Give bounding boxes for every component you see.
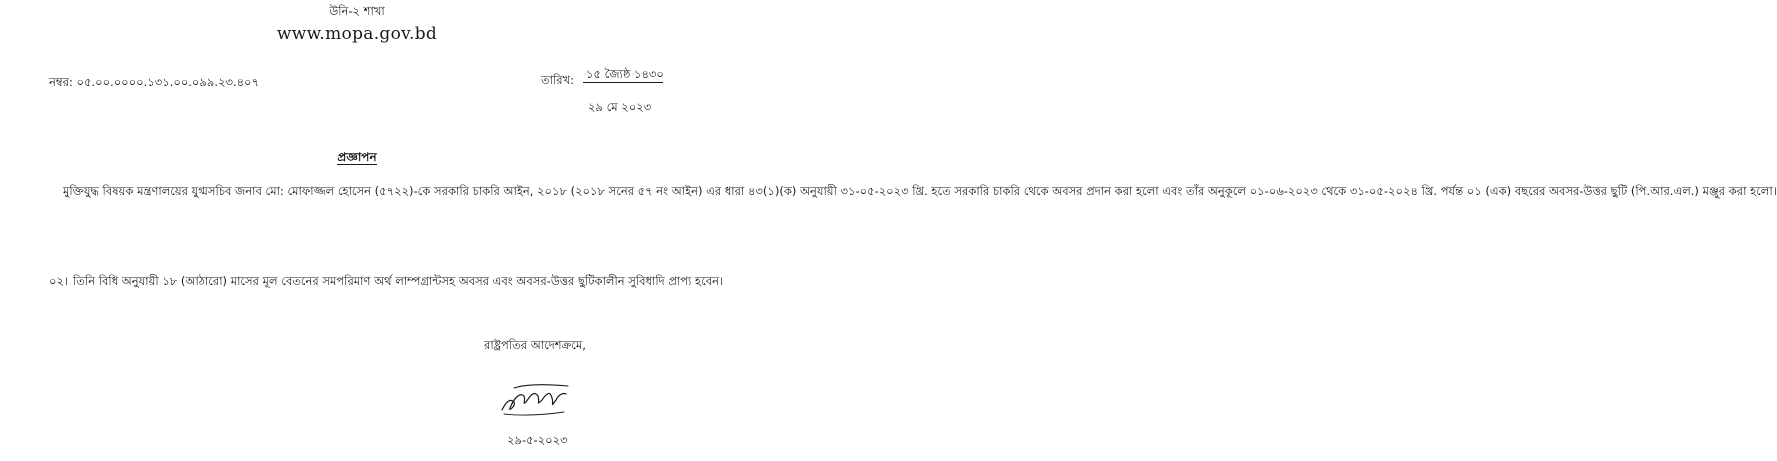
memo-number: নম্বর: ০৫.০০.০০০০.১৩১.০০.০৯৯.২৩.৪০৭: [49, 75, 260, 89]
document-heading: [0, 149, 714, 169]
signature-icon: [496, 380, 576, 420]
heading-text: প্রজ্ঞাপন: [337, 150, 377, 164]
date-gregorian: ২৯ মে ২০২৩: [588, 100, 652, 114]
paragraph-2-text: তিনি বিধি অনুযায়ী ১৮ (আঠারো) মাসের মূল বেতনের সমপরিমাণ অর্থ লাম্পগ্রান্টসহ অবসর এবং অবসর-উত্তর ছুটিকালীন সুবিধাদি প্রাপ্য হবেন।: [73, 274, 724, 288]
signature-date: ২৯-৫-২০২৩: [507, 433, 568, 447]
paragraph-number: ০২।: [49, 274, 69, 288]
date-label: তারিখ:: [541, 73, 575, 87]
body-paragraph-2: [49, 272, 724, 291]
presidential-order-text: রাষ্ট্রপতির আদেশক্রমে,: [484, 338, 586, 352]
body-paragraph-1: মুক্তিযুদ্ধ বিষয়ক মন্ত্রণালয়ের যুগ্মসচিব জনাব মো: মোফাজ্জল হোসেন (৫৭২২)-কে সরকারি চাকরি আইন, ২০১৮ (২০১৮ সনের ৫৭ নং আইন) এর ধারা ৪৩(১)(ক) অনুযায়ী ৩১-০৫-২০২৩ খ্রি. হতে সরকারি চাকরি থেকে অবসর প্রদান করা হলো এবং তাঁর অনুকূলে ০১-০৬-২০২৩ থেকে ৩১-০৫-২০২৪ খ্রি. পর্যন্ত ০১ (এক) বছরের অবসর-উত্তর ছুটি (পি.আর.এল.) মঞ্জুর করা হলো।: [63, 184, 1777, 198]
branch-name: উনি-২ শাখা: [329, 4, 385, 18]
date-bangla: ১৫ জ্যৈষ্ঠ ১৪৩০: [586, 67, 664, 81]
website-url: www.mopa.gov.bd: [276, 24, 438, 44]
date-divider: [583, 82, 663, 83]
